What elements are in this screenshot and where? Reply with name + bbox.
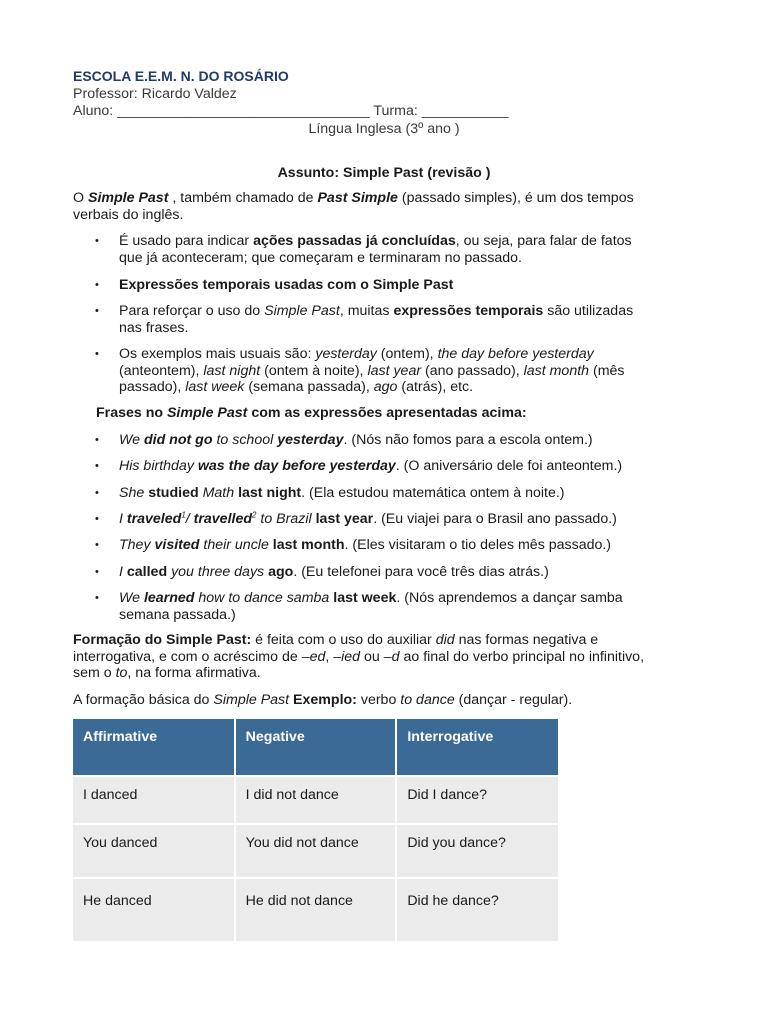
list-item: • É usado para indicar ações passadas já concluídas, ou seja, para falar de fatos que já aconteceram; que começaram e terminaram no passado. (95, 233, 655, 266)
column-header-interrogative: Interrogative (396, 719, 558, 776)
subject-course: Língua Inglesa (3º ano ) (308, 121, 460, 137)
student-line (73, 103, 509, 120)
table-cell: Did I dance? (396, 776, 558, 824)
table-row (73, 776, 558, 824)
aluno-label: Aluno: (73, 103, 114, 119)
intro-paragraph: O Simple Past , também chamado de Past Simple (passado simples), é um dos tempos verbais do inglês. (73, 190, 634, 223)
explanation-list (95, 233, 655, 266)
examples-list (95, 458, 655, 475)
example-item: • We did not go to school yesterday. (Nós não fomos para a escola ontem.) (95, 432, 655, 449)
table-row (73, 824, 558, 878)
list-item: • Os exemplos mais usuais são: yesterday (ontem), the day before yesterday (anteontem), last night (ontem à noite), last year (ano passado), last month (mês passado), last week (semana passada), ago (atrás), etc. (95, 346, 655, 396)
examples-list (95, 590, 655, 623)
examples-list (95, 511, 655, 528)
table-cell: You did not dance (235, 824, 397, 878)
example-item: • She studied Math last night. (Ela estudou matemática ontem à noite.) (95, 485, 655, 502)
column-header-negative: Negative (235, 719, 397, 776)
example-item: • I called you three days ago. (Eu telefonei para você três dias atrás.) (95, 564, 655, 581)
examples-list (95, 564, 655, 581)
column-header-affirmative: Affirmative (73, 719, 235, 776)
example-intro: A formação básica do Simple Past Exemplo: verbo to dance (dançar - regular). (73, 692, 573, 708)
table-cell: He danced (73, 878, 235, 941)
table-cell: I did not dance (235, 776, 397, 824)
table-row (73, 878, 558, 941)
formation-paragraph: Formação do Simple Past: é feita com o uso do auxiliar did nas formas negativa e interrogativa, e com o acréscimo de –ed, –ied ou –d ao final do verbo principal no infinitivo, sem o to, na forma afirmativa. (73, 632, 645, 681)
professor-line: Professor: Ricardo Valdez (73, 86, 237, 102)
example-item: • They visited their uncle last month. (Eles visitaram o tio deles mês passado.) (95, 537, 655, 554)
table-cell: You danced (73, 824, 235, 878)
explanation-list (95, 277, 655, 294)
table-cell: Did you dance? (396, 824, 558, 878)
explanation-list (95, 346, 655, 396)
list-item: • Expressões temporais usadas com o Simple Past (95, 277, 655, 294)
table-cell: I danced (73, 776, 235, 824)
lesson-title: Assunto: Simple Past (revisão ) (277, 165, 491, 181)
turma-blank: ___________ (421, 103, 509, 119)
explanation-list (95, 303, 655, 336)
examples-heading: Frases no Simple Past com as expressões apresentadas acima: (96, 405, 527, 421)
table-header-row (73, 719, 558, 776)
example-item: • His birthday was the day before yesterday. (O aniversário dele foi anteontem.) (95, 458, 655, 475)
examples-list (95, 432, 655, 449)
examples-list (95, 537, 655, 554)
school-name: ESCOLA E.E.M. N. DO ROSÁRIO (73, 68, 289, 84)
examples-list (95, 485, 655, 502)
example-item: • We learned how to dance samba last week. (Nós aprendemos a dançar samba semana passada.) (95, 590, 655, 623)
aluno-blank: ________________________________ (117, 103, 370, 119)
conjugation-table (73, 719, 558, 941)
list-item: • Para reforçar o uso do Simple Past, muitas expressões temporais são utilizadas nas frases. (95, 303, 655, 336)
turma-label: Turma: (373, 103, 418, 119)
table-cell: Did he dance? (396, 878, 558, 941)
example-item: • I traveled$^1$/ travelled$^2$ to Brazil last year. (Eu viajei para o Brasil ano passado.) (95, 511, 655, 528)
table-cell: He did not dance (235, 878, 397, 941)
